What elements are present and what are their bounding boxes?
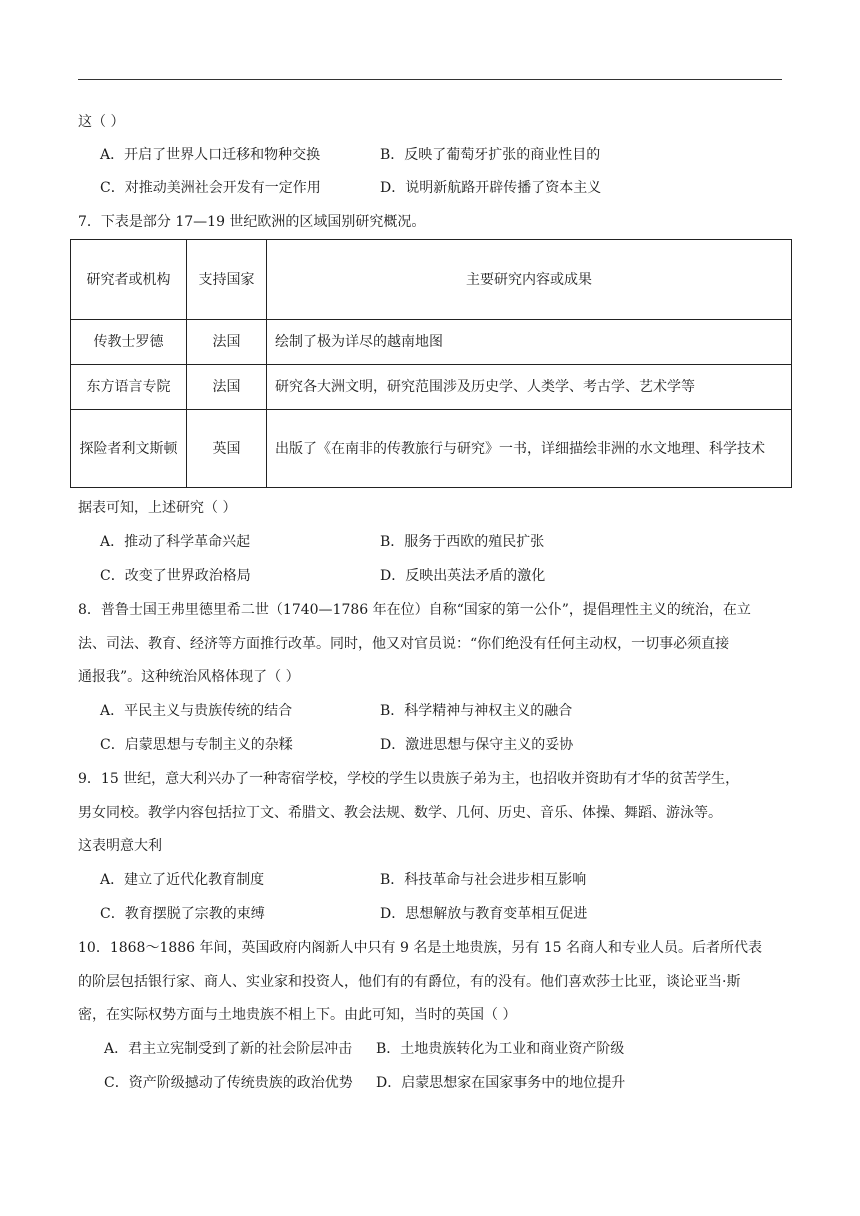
q7-option-c[interactable]: C．改变了世界政治格局 — [100, 568, 251, 584]
q6-option-c[interactable]: C．对推动美洲社会开发有一定作用 — [100, 180, 321, 196]
q7-option-a[interactable]: A．推动了科学革命兴起 — [100, 534, 251, 550]
q9-option-a[interactable]: A．建立了近代化教育制度 — [100, 872, 265, 888]
row-researcher: 东方语言专院 — [71, 365, 187, 410]
q10-stem-line: 的阶层包括银行家、商人、实业家和投资人，他们有的有爵位，有的没有。他们喜欢莎士比亚，谈论亚当·斯 — [78, 974, 741, 990]
q6-option-d[interactable]: D．说明新航路开辟传播了资本主义 — [380, 180, 602, 196]
q10-stem-line: 密，在实际权势方面与土地贵族不相上下。由此可知，当时的英国（ ） — [78, 1007, 517, 1023]
q9-stem-line: 9．15 世纪，意大利兴办了一种寄宿学校，学校的学生以贵族子弟为主，也招收并资助有才华的贫苦学生， — [78, 771, 740, 787]
header-country: 支持国家 — [187, 240, 267, 320]
q8-stem-line: 8．普鲁士国王弗里德里希二世（1740—1786 年在位）自称“国家的第一公仆”，提倡理性主义的统治，在立 — [78, 602, 751, 618]
row-researcher: 探险者利文斯顿 — [71, 410, 187, 488]
q8-stem-line: 法、司法、教育、经济等方面推行改革。同时，他又对官员说：“你们绝没有任何主动权，一切事必须直接 — [78, 636, 730, 652]
q10-option-b[interactable]: B．土地贵族转化为工业和商业资产阶级 — [376, 1041, 625, 1057]
row-country: 法国 — [187, 365, 267, 410]
q10-option-a[interactable]: A．君主立宪制受到了新的社会阶层冲击 — [104, 1041, 353, 1057]
table-row — [71, 320, 792, 365]
row-country: 法国 — [187, 320, 267, 365]
q9-stem-line: 这表明意大利 — [78, 838, 162, 854]
research-table — [70, 239, 792, 488]
q8-option-c[interactable]: C．启蒙思想与专制主义的杂糅 — [100, 737, 293, 753]
row-researcher: 传教士罗德 — [71, 320, 187, 365]
row-country: 英国 — [187, 410, 267, 488]
table-row — [71, 410, 792, 488]
q8-option-b[interactable]: B．科学精神与神权主义的融合 — [380, 703, 573, 719]
q7-option-b[interactable]: B．服务于西欧的殖民扩张 — [380, 534, 545, 550]
header-rule — [78, 79, 782, 80]
row-content: 研究各大洲文明，研究范围涉及历史学、人类学、考古学、艺术学等 — [267, 365, 792, 410]
q9-option-b[interactable]: B．科技革命与社会进步相互影响 — [380, 872, 587, 888]
header-researcher: 研究者或机构 — [71, 240, 187, 320]
q7-stem: 7．下表是部分 17—19 世纪欧洲的区域国别研究概况。 — [78, 214, 426, 230]
q10-stem-line: 10．1868～1886 年间，英国政府内阁新人中只有 9 名是土地贵族，另有 15 名商人和专业人员。后者所代表 — [78, 940, 763, 956]
table-row — [71, 365, 792, 410]
row-content: 绘制了极为详尽的越南地图 — [267, 320, 792, 365]
q8-option-d[interactable]: D．激进思想与保守主义的妥协 — [380, 737, 574, 753]
q8-stem-line: 通报我”。这种统治风格体现了（ ） — [78, 669, 300, 685]
q6-option-a[interactable]: A．开启了世界人口迁移和物种交换 — [100, 147, 321, 163]
q10-option-d[interactable]: D．启蒙思想家在国家事务中的地位提升 — [376, 1075, 626, 1091]
q7-stem-tail: 据表可知，上述研究（ ） — [78, 500, 237, 516]
row-content: 出版了《在南非的传教旅行与研究》一书，详细描绘非洲的水文地理、科学技术 — [267, 410, 792, 488]
table-header-row — [71, 240, 792, 320]
header-content: 主要研究内容或成果 — [267, 240, 792, 320]
q9-option-c[interactable]: C．教育摆脱了宗教的束缚 — [100, 906, 265, 922]
q6-option-b[interactable]: B．反映了葡萄牙扩张的商业性目的 — [380, 147, 601, 163]
q8-option-a[interactable]: A．平民主义与贵族传统的结合 — [100, 703, 293, 719]
q6-stem-tail: 这（ ） — [78, 114, 125, 130]
q10-option-c[interactable]: C．资产阶级撼动了传统贵族的政治优势 — [104, 1075, 353, 1091]
q9-option-d[interactable]: D．思想解放与教育变革相互促进 — [380, 906, 588, 922]
q9-stem-line: 男女同校。教学内容包括拉丁文、希腊文、教会法规、数学、几何、历史、音乐、体操、舞蹈、游泳等。 — [78, 805, 722, 821]
q7-option-d[interactable]: D．反映出英法矛盾的激化 — [380, 568, 546, 584]
